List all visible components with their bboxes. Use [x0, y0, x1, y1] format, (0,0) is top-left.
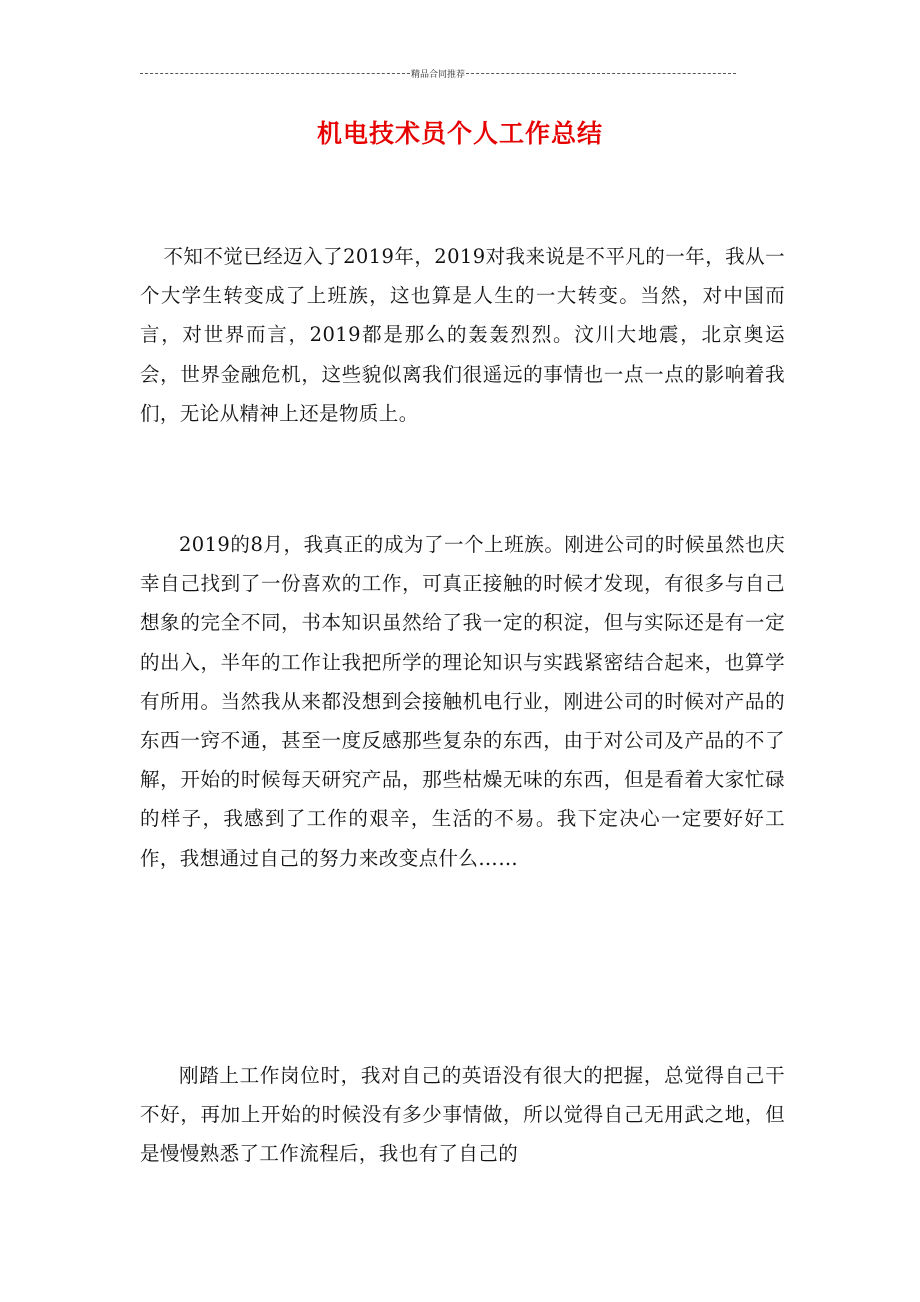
paragraph-1: 不知不觉已经迈入了2019年，2019对我来说是不平凡的一年，我从一个大学生转变成了上班族，这也算是人生的一大转变。当然，对中国而言，对世界而言，2019都是那么的轰轰烈烈。汶川大地震，北京奥运会，世界金融危机，这些貌似离我们很遥远的事情也一点一点的影响着我们，无论从精神上还是物质上。: [140, 245, 785, 425]
header-dash-right: [466, 73, 736, 74]
header-label: 精品合同推荐: [411, 69, 466, 80]
document-title: 机电技术员个人工作总结: [316, 119, 603, 148]
header-rule: [140, 66, 736, 80]
header-dash-left: [140, 73, 410, 74]
paragraph-3: 刚踏上工作岗位时，我对自己的英语没有很大的把握，总觉得自己干不好，再加上开始的时候没有多少事情做，所以觉得自己无用武之地，但是慢慢熟悉了工作流程后，我也有了自己的: [140, 1064, 785, 1166]
paragraph-2: 2019的8月，我真正的成为了一个上班族。刚进公司的时候虽然也庆幸自己找到了一份喜欢的工作，可真正接触的时候才发现，有很多与自己想象的完全不同，书本知识虽然给了我一定的积淀，但与实际还是有一定的出入，半年的工作让我把所学的理论知识与实践紧密结合起来，也算学有所用。当然我从来都没想到会接触机电行业，刚进公司的时候对产品的东西一窍不通，甚至一度反感那些复杂的东西，由于对公司及产品的不了解，开始的时候每天研究产品，那些枯燥无味的东西，但是看着大家忙碌的样子，我感到了工作的艰辛，生活的不易。我下定决心一定要好好工作，我想通过自己的努力来改变点什么……: [140, 533, 785, 870]
